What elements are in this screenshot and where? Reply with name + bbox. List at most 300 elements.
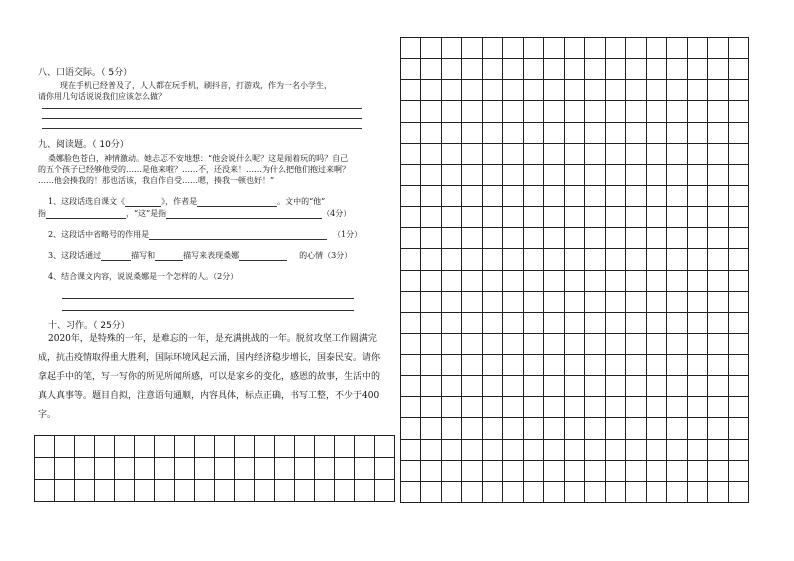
grid-cell[interactable] [524,207,544,228]
grid-cell[interactable] [315,480,335,502]
grid-cell[interactable] [585,376,605,397]
grid-cell[interactable] [524,228,544,249]
grid-cell[interactable] [585,440,605,461]
grid-cell[interactable] [667,144,687,165]
grid-cell[interactable] [565,123,585,144]
grid-cell[interactable] [195,458,215,480]
grid-cell[interactable] [565,313,585,334]
grid-cell[interactable] [729,38,749,59]
grid-cell[interactable] [688,313,708,334]
grid-cell[interactable] [135,458,155,480]
grid-cell[interactable] [606,101,626,122]
grid-cell[interactable] [503,482,523,503]
grid-cell[interactable] [421,228,441,249]
grid-cell[interactable] [503,355,523,376]
grid-cell[interactable] [544,418,564,439]
grid-cell[interactable] [483,59,503,80]
grid-cell[interactable] [503,123,523,144]
grid-cell[interactable] [606,249,626,270]
grid-cell[interactable] [565,80,585,101]
grid-cell[interactable] [401,59,421,80]
grid-cell[interactable] [667,355,687,376]
grid-cell[interactable] [255,458,275,480]
grid-cell[interactable] [688,292,708,313]
grid-cell[interactable] [401,334,421,355]
grid-cell[interactable] [606,186,626,207]
grid-cell[interactable] [688,376,708,397]
grid-cell[interactable] [626,101,646,122]
grid-cell[interactable] [667,207,687,228]
grid-cell[interactable] [483,440,503,461]
grid-cell[interactable] [606,207,626,228]
grid-cell[interactable] [462,38,482,59]
grid-cell[interactable] [708,271,728,292]
grid-cell[interactable] [585,144,605,165]
grid-cell[interactable] [647,292,667,313]
grid-cell[interactable] [295,458,315,480]
grid-cell[interactable] [667,59,687,80]
grid-cell[interactable] [462,59,482,80]
grid-cell[interactable] [483,228,503,249]
grid-cell[interactable] [483,207,503,228]
grid-cell[interactable] [729,123,749,144]
grid-cell[interactable] [667,440,687,461]
grid-cell[interactable] [606,123,626,144]
grid-cell[interactable] [462,292,482,313]
grid-cell[interactable] [421,271,441,292]
grid-cell[interactable] [483,376,503,397]
grid-cell[interactable] [421,38,441,59]
grid-cell[interactable] [75,458,95,480]
grid-cell[interactable] [544,249,564,270]
grid-cell[interactable] [462,397,482,418]
grid-cell[interactable] [442,334,462,355]
grid-cell[interactable] [565,144,585,165]
grid-cell[interactable] [544,334,564,355]
grid-cell[interactable] [35,458,55,480]
grid-cell[interactable] [55,480,75,502]
grid-cell[interactable] [606,292,626,313]
grid-cell[interactable] [195,480,215,502]
grid-cell[interactable] [235,436,255,458]
grid-cell[interactable] [626,418,646,439]
grid-cell[interactable] [544,397,564,418]
grid-cell[interactable] [667,123,687,144]
grid-cell[interactable] [647,482,667,503]
grid-cell[interactable] [442,38,462,59]
grid-cell[interactable] [606,482,626,503]
grid-cell[interactable] [626,271,646,292]
grid-cell[interactable] [544,38,564,59]
grid-cell[interactable] [585,292,605,313]
grid-cell[interactable] [647,271,667,292]
grid-cell[interactable] [442,313,462,334]
grid-cell[interactable] [729,59,749,80]
grid-cell[interactable] [585,38,605,59]
grid-cell[interactable] [647,418,667,439]
grid-cell[interactable] [401,440,421,461]
grid-cell[interactable] [708,165,728,186]
grid-cell[interactable] [688,440,708,461]
grid-cell[interactable] [544,59,564,80]
grid-cell[interactable] [421,461,441,482]
grid-cell[interactable] [544,292,564,313]
grid-cell[interactable] [401,101,421,122]
grid-cell[interactable] [606,355,626,376]
grid-cell[interactable] [565,101,585,122]
grid-cell[interactable] [606,228,626,249]
grid-cell[interactable] [667,249,687,270]
grid-cell[interactable] [442,80,462,101]
grid-cell[interactable] [462,249,482,270]
grid-cell[interactable] [524,101,544,122]
grid-cell[interactable] [667,292,687,313]
grid-cell[interactable] [335,480,355,502]
grid-cell[interactable] [524,482,544,503]
grid-cell[interactable] [585,101,605,122]
grid-cell[interactable] [55,436,75,458]
grid-cell[interactable] [606,418,626,439]
grid-cell[interactable] [565,165,585,186]
grid-cell[interactable] [544,165,564,186]
grid-cell[interactable] [421,440,441,461]
grid-cell[interactable] [729,334,749,355]
grid-cell[interactable] [585,59,605,80]
grid-cell[interactable] [667,38,687,59]
grid-cell[interactable] [606,313,626,334]
grid-cell[interactable] [688,80,708,101]
grid-cell[interactable] [401,38,421,59]
grid-cell[interactable] [626,376,646,397]
grid-cell[interactable] [729,355,749,376]
grid-cell[interactable] [75,436,95,458]
grid-cell[interactable] [729,186,749,207]
grid-cell[interactable] [401,482,421,503]
grid-cell[interactable] [626,249,646,270]
grid-cell[interactable] [729,207,749,228]
grid-cell[interactable] [421,376,441,397]
grid-cell[interactable] [503,440,523,461]
grid-cell[interactable] [401,165,421,186]
grid-cell[interactable] [483,334,503,355]
grid-cell[interactable] [708,313,728,334]
grid-cell[interactable] [647,186,667,207]
grid-cell[interactable] [421,59,441,80]
grid-cell[interactable] [462,313,482,334]
grid-cell[interactable] [421,355,441,376]
grid-cell[interactable] [688,249,708,270]
grid-cell[interactable] [483,123,503,144]
grid-cell[interactable] [729,144,749,165]
grid-cell[interactable] [524,165,544,186]
grid-cell[interactable] [729,482,749,503]
grid-cell[interactable] [401,397,421,418]
grid-cell[interactable] [544,207,564,228]
grid-cell[interactable] [401,271,421,292]
grid-cell[interactable] [565,355,585,376]
grid-cell[interactable] [708,186,728,207]
grid-cell[interactable] [647,313,667,334]
grid-cell[interactable] [524,144,544,165]
grid-cell[interactable] [708,123,728,144]
grid-cell[interactable] [524,355,544,376]
grid-cell[interactable] [115,436,135,458]
grid-cell[interactable] [544,376,564,397]
grid-cell[interactable] [483,186,503,207]
grid-cell[interactable] [442,397,462,418]
blank-lesson-title[interactable] [125,206,161,207]
grid-cell[interactable] [729,461,749,482]
grid-cell[interactable] [355,480,375,502]
grid-cell[interactable] [708,482,728,503]
blank-description-2[interactable] [155,260,183,261]
grid-cell[interactable] [421,123,441,144]
grid-cell[interactable] [708,334,728,355]
grid-cell[interactable] [442,123,462,144]
grid-cell[interactable] [647,101,667,122]
grid-cell[interactable] [95,436,115,458]
grid-cell[interactable] [688,101,708,122]
grid-cell[interactable] [275,480,295,502]
grid-cell[interactable] [647,207,667,228]
grid-cell[interactable] [667,397,687,418]
grid-cell[interactable] [462,355,482,376]
grid-cell[interactable] [647,144,667,165]
grid-cell[interactable] [524,376,544,397]
grid-cell[interactable] [565,271,585,292]
grid-cell[interactable] [565,397,585,418]
grid-cell[interactable] [729,271,749,292]
grid-cell[interactable] [275,436,295,458]
grid-cell[interactable] [235,480,255,502]
answer-line[interactable] [62,298,354,299]
grid-cell[interactable] [442,249,462,270]
grid-cell[interactable] [667,313,687,334]
grid-cell[interactable] [626,144,646,165]
grid-cell[interactable] [462,101,482,122]
grid-cell[interactable] [606,397,626,418]
grid-cell[interactable] [401,80,421,101]
grid-cell[interactable] [375,436,395,458]
grid-cell[interactable] [688,271,708,292]
grid-cell[interactable] [35,436,55,458]
grid-cell[interactable] [647,228,667,249]
grid-cell[interactable] [565,186,585,207]
grid-cell[interactable] [647,397,667,418]
grid-cell[interactable] [708,418,728,439]
grid-cell[interactable] [626,292,646,313]
grid-cell[interactable] [626,123,646,144]
grid-cell[interactable] [524,418,544,439]
grid-cell[interactable] [335,436,355,458]
grid-cell[interactable] [585,334,605,355]
writing-grid-left[interactable] [34,435,395,502]
grid-cell[interactable] [355,458,375,480]
grid-cell[interactable] [626,165,646,186]
grid-cell[interactable] [606,38,626,59]
grid-cell[interactable] [626,440,646,461]
grid-cell[interactable] [606,144,626,165]
grid-cell[interactable] [462,80,482,101]
grid-cell[interactable] [295,436,315,458]
grid-cell[interactable] [708,376,728,397]
grid-cell[interactable] [606,376,626,397]
grid-cell[interactable] [647,355,667,376]
grid-cell[interactable] [688,165,708,186]
grid-cell[interactable] [729,249,749,270]
grid-cell[interactable] [35,480,55,502]
grid-cell[interactable] [688,355,708,376]
grid-cell[interactable] [503,186,523,207]
grid-cell[interactable] [708,228,728,249]
grid-cell[interactable] [606,461,626,482]
grid-cell[interactable] [647,38,667,59]
grid-cell[interactable] [585,271,605,292]
grid-cell[interactable] [483,144,503,165]
grid-cell[interactable] [585,249,605,270]
grid-cell[interactable] [483,101,503,122]
grid-cell[interactable] [401,418,421,439]
grid-cell[interactable] [585,418,605,439]
grid-cell[interactable] [524,249,544,270]
grid-cell[interactable] [606,334,626,355]
grid-cell[interactable] [483,38,503,59]
grid-cell[interactable] [647,461,667,482]
grid-cell[interactable] [667,165,687,186]
grid-cell[interactable] [401,207,421,228]
grid-cell[interactable] [75,480,95,502]
grid-cell[interactable] [442,376,462,397]
grid-cell[interactable] [135,436,155,458]
grid-cell[interactable] [215,458,235,480]
grid-cell[interactable] [524,313,544,334]
grid-cell[interactable] [708,59,728,80]
grid-cell[interactable] [442,144,462,165]
answer-line[interactable] [42,128,362,129]
grid-cell[interactable] [442,482,462,503]
grid-cell[interactable] [544,186,564,207]
grid-cell[interactable] [565,461,585,482]
grid-cell[interactable] [565,440,585,461]
grid-cell[interactable] [565,207,585,228]
grid-cell[interactable] [95,458,115,480]
grid-cell[interactable] [688,228,708,249]
grid-cell[interactable] [667,186,687,207]
grid-cell[interactable] [708,38,728,59]
grid-cell[interactable] [688,397,708,418]
grid-cell[interactable] [626,228,646,249]
grid-cell[interactable] [503,144,523,165]
grid-cell[interactable] [708,461,728,482]
grid-cell[interactable] [565,334,585,355]
writing-grid-right[interactable] [400,37,749,503]
grid-cell[interactable] [401,144,421,165]
grid-cell[interactable] [626,461,646,482]
grid-cell[interactable] [442,101,462,122]
grid-cell[interactable] [235,458,255,480]
grid-cell[interactable] [355,436,375,458]
grid-cell[interactable] [442,59,462,80]
grid-cell[interactable] [606,59,626,80]
grid-cell[interactable] [442,207,462,228]
grid-cell[interactable] [647,123,667,144]
grid-cell[interactable] [544,101,564,122]
grid-cell[interactable] [503,271,523,292]
grid-cell[interactable] [401,186,421,207]
grid-cell[interactable] [135,480,155,502]
grid-cell[interactable] [421,397,441,418]
grid-cell[interactable] [401,461,421,482]
grid-cell[interactable] [483,249,503,270]
grid-cell[interactable] [585,186,605,207]
grid-cell[interactable] [421,207,441,228]
grid-cell[interactable] [462,123,482,144]
grid-cell[interactable] [483,397,503,418]
grid-cell[interactable] [462,440,482,461]
grid-cell[interactable] [462,207,482,228]
grid-cell[interactable] [255,480,275,502]
grid-cell[interactable] [503,461,523,482]
grid-cell[interactable] [483,418,503,439]
grid-cell[interactable] [442,271,462,292]
grid-cell[interactable] [606,271,626,292]
grid-cell[interactable] [647,80,667,101]
grid-cell[interactable] [565,376,585,397]
grid-cell[interactable] [442,355,462,376]
grid-cell[interactable] [565,228,585,249]
grid-cell[interactable] [626,59,646,80]
grid-cell[interactable] [585,355,605,376]
grid-cell[interactable] [462,144,482,165]
grid-cell[interactable] [688,461,708,482]
grid-cell[interactable] [729,397,749,418]
grid-cell[interactable] [544,461,564,482]
grid-cell[interactable] [503,101,523,122]
grid-cell[interactable] [503,313,523,334]
grid-cell[interactable] [626,397,646,418]
grid-cell[interactable] [708,440,728,461]
grid-cell[interactable] [483,355,503,376]
grid-cell[interactable] [421,144,441,165]
grid-cell[interactable] [503,397,523,418]
grid-cell[interactable] [647,334,667,355]
answer-line[interactable] [42,118,362,119]
grid-cell[interactable] [647,165,667,186]
grid-cell[interactable] [215,480,235,502]
grid-cell[interactable] [442,292,462,313]
grid-cell[interactable] [544,228,564,249]
grid-cell[interactable] [688,59,708,80]
grid-cell[interactable] [688,334,708,355]
grid-cell[interactable] [708,355,728,376]
grid-cell[interactable] [688,38,708,59]
grid-cell[interactable] [503,165,523,186]
grid-cell[interactable] [55,458,75,480]
grid-cell[interactable] [606,80,626,101]
grid-cell[interactable] [626,207,646,228]
blank-this-refers[interactable] [166,218,322,219]
grid-cell[interactable] [729,376,749,397]
grid-cell[interactable] [175,458,195,480]
grid-cell[interactable] [544,80,564,101]
grid-cell[interactable] [462,376,482,397]
grid-cell[interactable] [729,418,749,439]
grid-cell[interactable] [483,271,503,292]
grid-cell[interactable] [462,482,482,503]
grid-cell[interactable] [585,313,605,334]
grid-cell[interactable] [667,482,687,503]
grid-cell[interactable] [667,376,687,397]
